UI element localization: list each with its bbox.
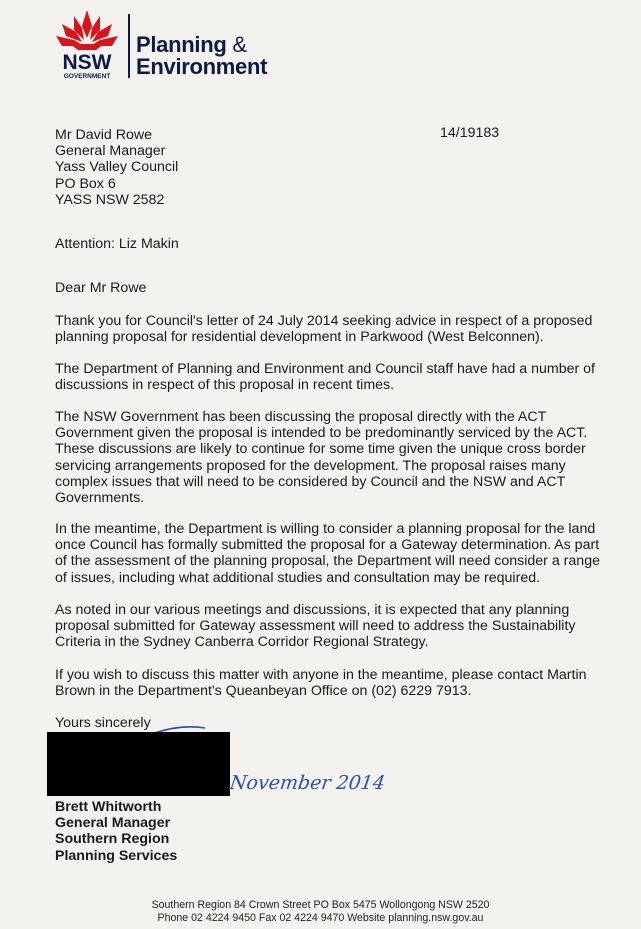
paragraph-6 — [55, 667, 587, 699]
paragraph-5 — [55, 602, 575, 651]
text-line: Governments. — [55, 489, 145, 506]
department-amp: & — [232, 32, 247, 57]
address-line: YASS NSW 2582 — [55, 191, 165, 208]
closing: Yours sincerely — [55, 715, 151, 731]
text-line: Thank you for Council's letter of 24 July 2014 seeking advice in respect of a proposed — [55, 313, 593, 329]
address-line: PO Box 6 — [55, 175, 116, 192]
paragraph-1 — [55, 313, 592, 345]
signatory-region: Southern Region — [55, 831, 170, 848]
address-line: General Manager — [55, 143, 166, 160]
text-line: As noted in our various meetings and discussions, it is expected that any planning — [55, 602, 570, 618]
text-line: proposal submitted for Gateway assessment will need to address the Sustainability — [55, 618, 576, 635]
text-line: of issues, including what additional studies and consultation may be required. — [55, 569, 541, 586]
department-line1: Planning — [136, 32, 227, 57]
text-line: discussions in respect of this proposal in recent times. — [55, 377, 395, 394]
text-line: If you wish to discuss this matter with anyone in the meantime, please contact Martin — [55, 667, 587, 683]
text-line: of the assessment of the planning proposal, the Department will need consider a range — [55, 553, 600, 570]
footer-address: Southern Region 84 Crown Street PO Box 5475 Wollongong NSW 2520 — [151, 899, 490, 911]
text-line: once Council has formally submitted the proposal for a Gateway determination. As part — [55, 537, 600, 554]
text-line: Brown in the Department's Queanbeyan Office on (02) 6229 7913. — [55, 683, 472, 700]
text-line: In the meantime, the Department is willing to consider a planning proposal for the land — [55, 521, 596, 537]
footer-contact: Phone 02 4224 9450 Fax 02 4224 9470 Website planning.nsw.gov.au — [157, 911, 484, 924]
recipient-address — [55, 127, 178, 208]
logo-divider — [128, 14, 130, 78]
salutation: Dear Mr Rowe — [55, 280, 147, 296]
text-line: planning proposal for residential development in Parkwood (West Belconnen). — [55, 329, 544, 346]
text-line: servicing arrangements proposed for the development. The proposal raises many — [55, 457, 566, 474]
text-line: These discussions are likely to continue for some time given the unique cross border — [55, 441, 586, 458]
text-line: Government given the proposal is intended to be predominantly serviced by the ACT. — [55, 425, 588, 442]
signatory-title: General Manager — [55, 815, 171, 832]
reference-number: 14/19183 — [440, 125, 500, 141]
text-line: The Department of Planning and Environment and Council staff have had a number of — [55, 361, 595, 377]
department-name — [136, 34, 267, 78]
text-line: Criteria in the Sydney Canberra Corridor Regional Strategy. — [55, 634, 429, 651]
redaction-box — [47, 732, 230, 796]
attention-line: Attention: Liz Makin — [55, 236, 179, 252]
address-line: Yass Valley Council — [55, 159, 179, 176]
text-line: The NSW Government has been discussing the proposal directly with the ACT — [55, 409, 547, 425]
paragraph-3 — [55, 409, 587, 506]
department-line2: Environment — [136, 54, 268, 79]
paragraph-2 — [55, 361, 595, 393]
svg-text:NSW: NSW — [62, 51, 112, 74]
svg-text:GOVERNMENT: GOVERNMENT — [63, 73, 111, 80]
text-line: complex issues that will need to be considered by Council and the NSW and ACT — [55, 473, 566, 490]
signatory-name: Brett Whitworth — [55, 799, 162, 815]
signatory-block — [55, 799, 177, 864]
waratah-icon — [52, 8, 122, 80]
handwritten-date: November 2014 — [228, 772, 387, 794]
paragraph-4 — [55, 521, 600, 586]
address-line: Mr David Rowe — [55, 127, 152, 143]
footer — [0, 899, 641, 924]
signatory-division: Planning Services — [55, 847, 178, 864]
